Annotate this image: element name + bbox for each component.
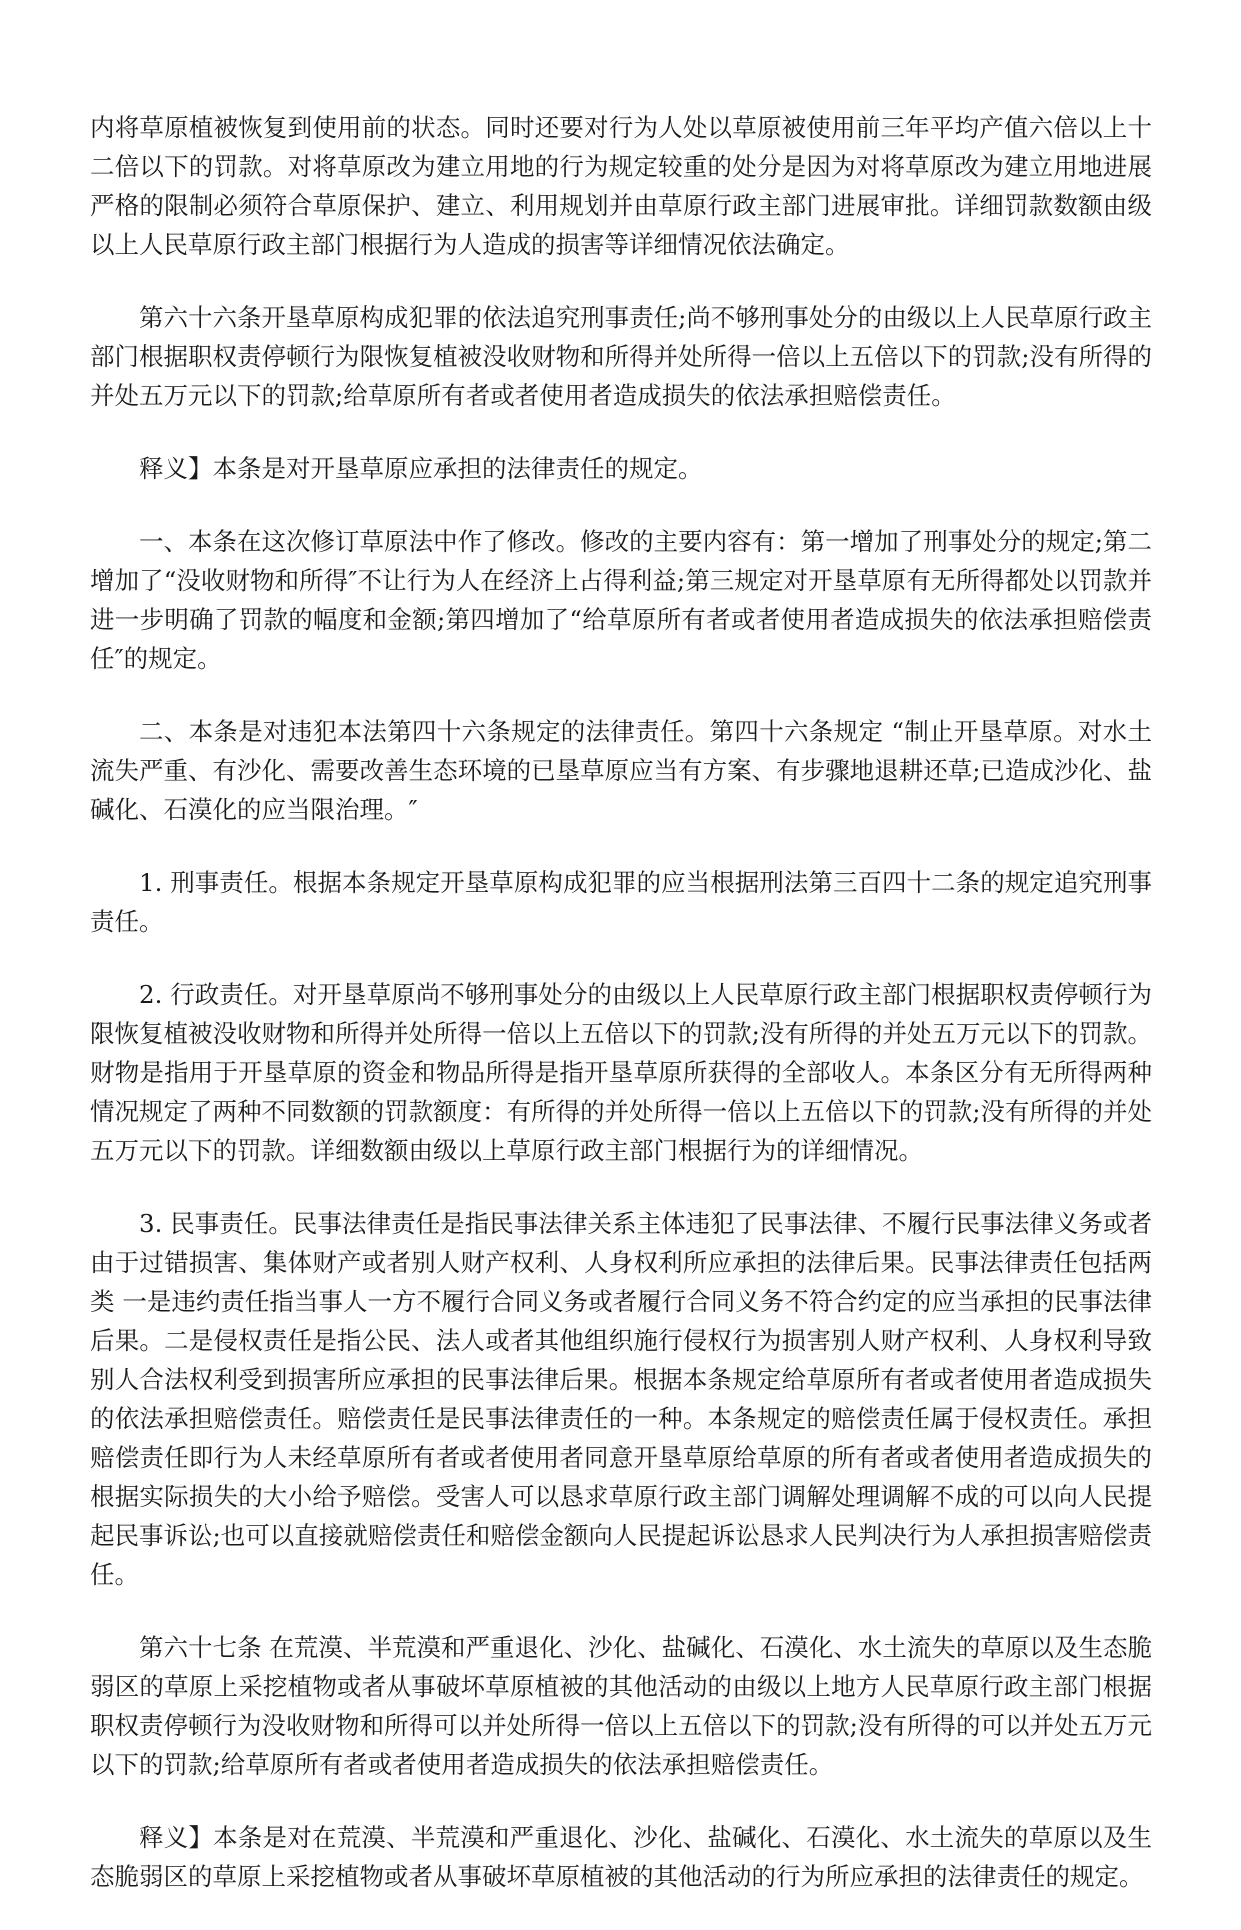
- paragraph-criminal-liability: 1. 刑事责任。根据本条规定开垦草原构成犯罪的应当根据刑法第三百四十二条的规定追究刑事责任。: [90, 868, 1152, 936]
- paragraph-interpretation-67: 释义】本条是对在荒漠、半荒漠和严重退化、沙化、盐碱化、石漠化、水土流失的草原以及生态脆弱区的草原上采挖植物或者从事破坏草原植被的其他活动的行为所应承担的法律责任的规定。: [90, 1823, 1152, 1891]
- paragraph-administrative-liability: 2. 行政责任。对开垦草原尚不够刑事处分的由级以上人民草原行政主部门根据职权责停顿行为限恢复植被没收财物和所得并处所得一倍以上五倍以下的罚款;没有所得的并处五万元以下的罚款。财物是指用于开垦草原的资金和物品所得是指开垦草原所获得的全部收人。本条区分有无所得两种情况规定了两种不同数额的罚款额度：有所得的并处所得一倍以上五倍以下的罚款;没有所得的并处五万元以下的罚款。详细数额由级以上草原行政主部门根据行为的详细情况。: [90, 980, 1152, 1165]
- paragraph-civil-liability: 3. 民事责任。民事法律责任是指民事法律关系主体违犯了民事法律、不履行民事法律义务或者由于过错损害、集体财产或者别人财产权利、人身权利所应承担的法律后果。民事法律责任包括两类 一是违约责任指当事人一方不履行合同义务或者履行合同义务不符合约定的应当承担的民事法律后果。二是侵权责任是指公民、法人或者其他组织施行侵权行为损害别人财产权利、人身权利导致别人合法权利受到损害所应承担的民事法律后果。根据本条规定给草原所有者或者使用者造成损失的依法承担赔偿责任。赔偿责任是民事法律责任的一种。本条规定的赔偿责任属于侵权责任。承担赔偿责任即行为人未经草原所有者或者使用者同意开垦草原给草原的所有者或者使用者造成损失的根据实际损失的大小给予赔偿。受害人可以恳求草原行政主部门调解处理调解不成的可以向人民提起民事诉讼;也可以直接就赔偿责任和赔偿金额向人民提起诉讼恳求人民判决行为人承担损害赔偿责任。: [90, 1209, 1152, 1589]
- document-body: [90, 108, 1152, 1930]
- paragraph-interpretation-66: 释义】本条是对开垦草原应承担的法律责任的规定。: [139, 454, 703, 483]
- paragraph-continuation: 内将草原植被恢复到使用前的状态。同时还要对行为人处以草原被使用前三年平均产值六倍以上十二倍以下的罚款。对将草原改为建立用地的行为规定较重的处分是因为对将草原改为建立用地进展严格的限制必须符合草原保护、建立、利用规划并由草原行政主部门进展审批。详细罚款数额由级以上人民草原行政主部门根据行为人造成的损害等详细情况依法确定。: [90, 113, 1152, 259]
- paragraph-section-one: 一、本条在这次修订草原法中作了修改。修改的主要内容有：第一增加了刑事处分的规定;第二增加了“没收财物和所得″不让行为人在经济上占得利益;第三规定对开垦草原有无所得都处以罚款并进一步明确了罚款的幅度和金额;第四增加了“给草原所有者或者使用者造成损失的依法承担赔偿责任″的规定。: [90, 527, 1152, 673]
- paragraph-section-two: 二、本条是对违犯本法第四十六条规定的法律责任。第四十六条规定 “制止开垦草原。对水土流失严重、有沙化、需要改善生态环境的已垦草原应当有方案、有步骤地退耕还草;已造成沙化、盐碱化、石漠化的应当限治理。″: [90, 717, 1152, 824]
- paragraph-article-67: 第六十七条 在荒漠、半荒漠和严重退化、沙化、盐碱化、石漠化、水土流失的草原以及生态脆弱区的草原上采挖植物或者从事破坏草原植被的其他活动的由级以上地方人民草原行政主部门根据职权责停顿行为没收财物和所得可以并处所得一倍以上五倍以下的罚款;没有所得的可以并处五万元以下的罚款;给草原所有者或者使用者造成损失的依法承担赔偿责任。: [90, 1633, 1152, 1779]
- paragraph-article-66: 第六十六条开垦草原构成犯罪的依法追究刑事责任;尚不够刑事处分的由级以上人民草原行政主部门根据职权责停顿行为限恢复植被没收财物和所得并处所得一倍以上五倍以下的罚款;没有所得的并处五万元以下的罚款;给草原所有者或者使用者造成损失的依法承担赔偿责任。: [90, 303, 1152, 410]
